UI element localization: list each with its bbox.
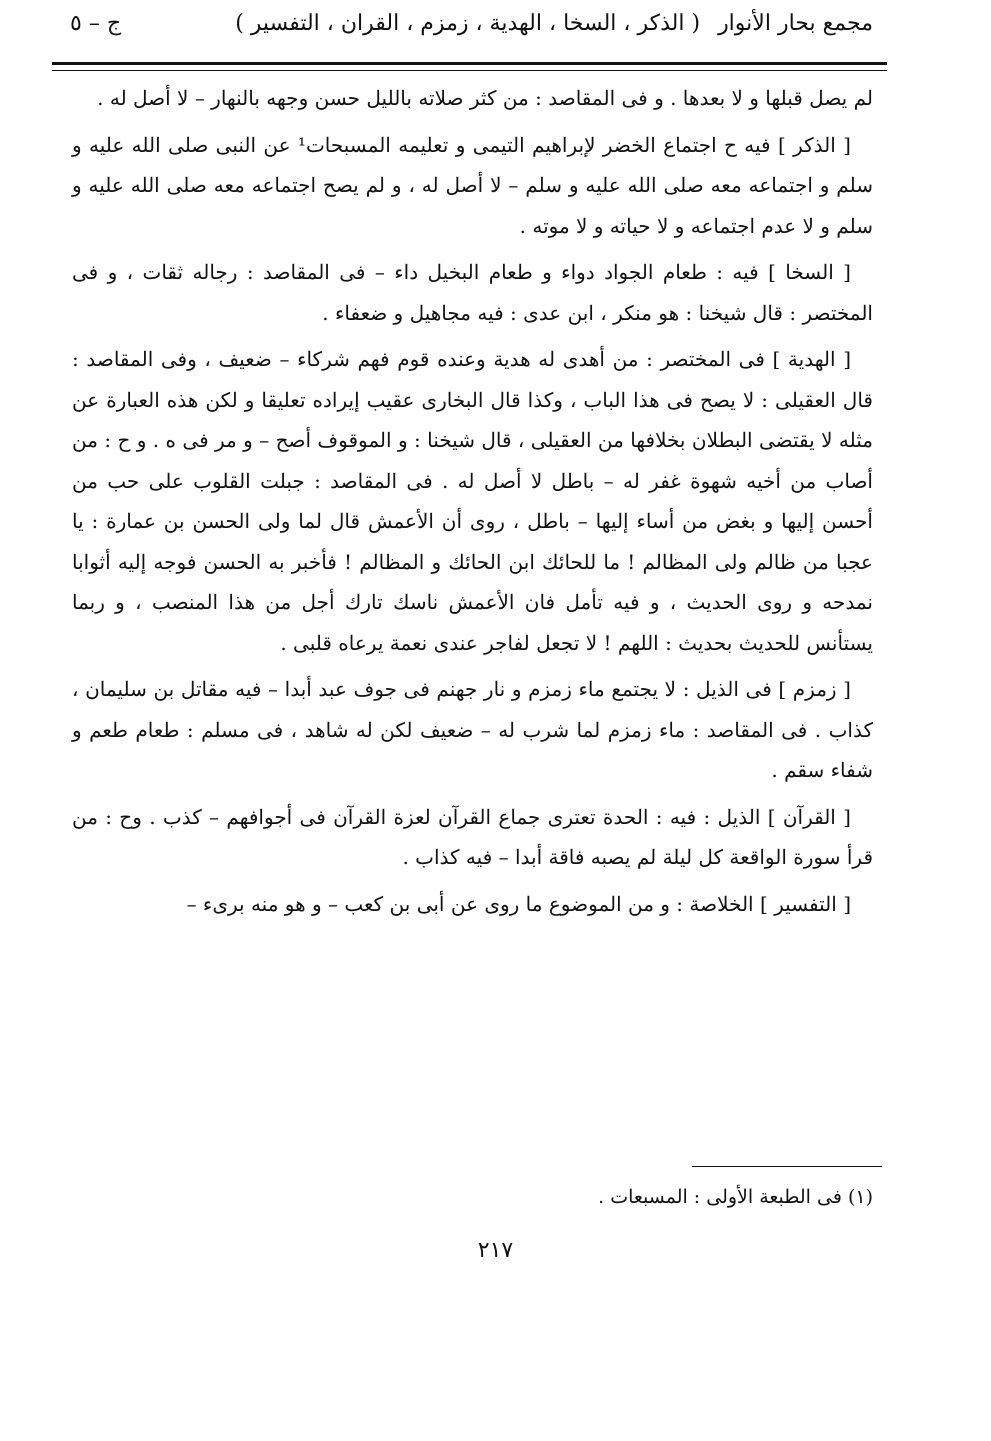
paragraph-quran: [ القرآن ] الذيل : فيه : الحدة تعترى جماع القرآن لعزة القرآن فى أجوافهم – كذب . وح : من قرأ سورة الواقعة كل ليلة لم يصبه فاقة أبدا – فيه كذاب . bbox=[72, 804, 873, 869]
footnote: (١) فى الطبعة الأولى : المسبعات . bbox=[598, 1186, 873, 1208]
header-topics: ( الذكر ، السخا ، الهدية ، زمزم ، القران ، التفسير ) bbox=[235, 11, 701, 36]
header-rule-thin bbox=[52, 70, 887, 71]
running-header bbox=[70, 6, 873, 42]
paragraph-tafsir: [ التفسير ] الخلاصة : و من الموضوع ما روى عن أبى بن كعب – و هو منه برىء – bbox=[186, 891, 851, 916]
paragraph-sakha: [ السخا ] فيه : طعام الجواد دواء و طعام البخيل داء – فى المقاصد : رجاله ثقات ، و فى المختصر : قال شيخنا : هو منكر ، ابن عدى : فيه مجاهيل و ضعفاء . bbox=[72, 260, 873, 325]
paragraph-zamzam: [ زمزم ] فى الذيل : لا يجتمع ماء زمزم و نار جهنم فى جوف عبد أبدا – فيه مقاتل بن سليمان ، كذاب . فى المقاصد : ماء زمزم لما شرب له – ضعيف لكن له شاهد ، فى مسلم : طعام طعم و شفاء سقم . bbox=[72, 677, 873, 782]
volume-number: ج – ٥ bbox=[70, 11, 122, 36]
page-number: ٢١٧ bbox=[477, 1238, 514, 1263]
book-title: مجمع بحار الأنوار bbox=[718, 11, 873, 36]
header-right-group bbox=[235, 6, 873, 42]
paragraph-hadiyya: [ الهدية ] فى المختصر : من أهدى له هدية وعنده قوم فهم شركاء – ضعيف ، وفى المقاصد : قال العقيلى : لا يصح فى هذا الباب ، وكذا قال البخارى عقيب إيراده تعليقا و لكن هذه العبارة عن مثله لا يقتضى البطلان بخلافها من العقيلى ، قال شيخنا : و الموقوف أصح – و مر فى ه . و ح : من أصاب من أخيه شهوة غفر له – باطل لا أصل له . فى المقاصد : جبلت القلوب على حب من أحسن إليها و بغض من أساء إليها – باطل ، روى أن الأعمش قال لما ولى الحسن بن عمارة : يا عجبا من ظالم ولى المظالم ! ما للحائك ابن الحائك و المظالم ! فأخبر به الحسن فوجه إليه أثوابا نمدحه و روى الحديث ، و فيه تأمل فان الأعمش ناسك تارك أجل من هذا المنصب ، و ربما يستأنس للحديث بحديث : اللهم ! لا تجعل لفاجر عندى نعمة يرعاه قلبى . bbox=[72, 347, 873, 655]
header-rule-thick bbox=[52, 62, 887, 65]
paragraph-continuation: لم يصل قبلها و لا بعدها . و فى المقاصد : من كثر صلاته بالليل حسن وجهه بالنهار – لا أصل له . bbox=[97, 86, 873, 110]
paragraph-dhikr: [ الذكر ] فيه ح اجتماع الخضر لإبراهيم التيمى و تعليمه المسبحات¹ عن النبى صلى الله عليه و سلم و اجتماعه معه صلى الله عليه و سلم – لا أصل له ، و لم يصح اجتماعه معه صلى الله عليه و سلم و لا عدم اجتماعه و لا حياته و لا موته . bbox=[72, 132, 873, 238]
main-text bbox=[72, 78, 873, 924]
footnote-rule bbox=[692, 1166, 882, 1167]
